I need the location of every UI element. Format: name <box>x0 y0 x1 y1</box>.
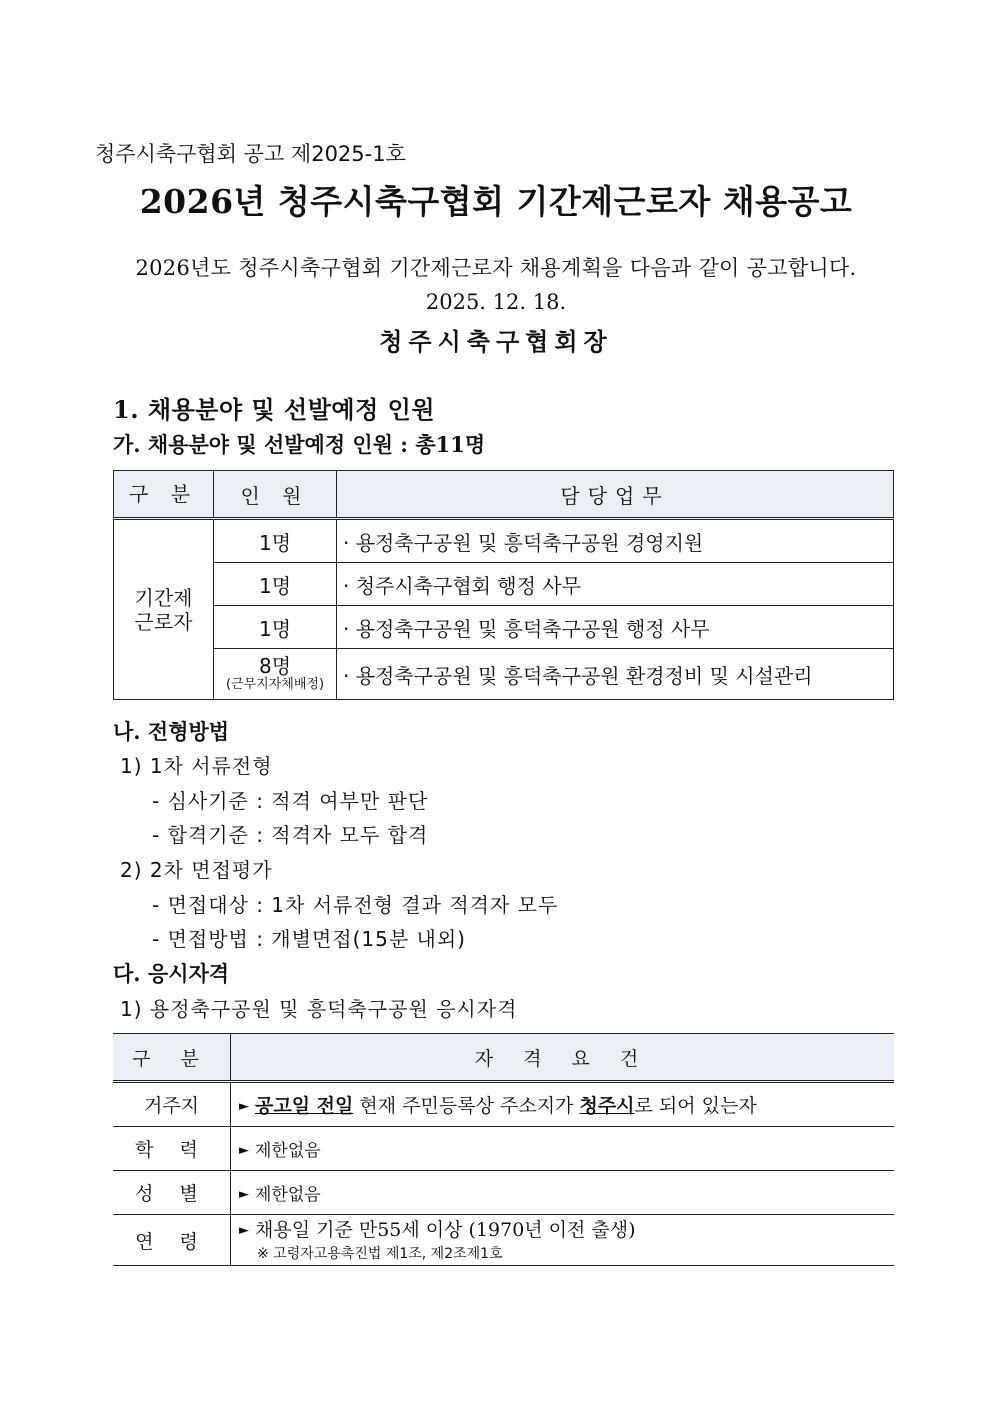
step-1-criteria: - 심사기준 : 적격 여부만 판단 <box>152 789 429 813</box>
duty-cell: · 용정축구공원 및 흥덕축구공원 행정 사무 <box>337 606 894 649</box>
table-row <box>113 1127 894 1171</box>
text-segment: 현재 주민등록상 주소지가 <box>353 1095 580 1117</box>
table-row <box>114 519 894 563</box>
count-cell: 1명 <box>214 563 337 606</box>
subheading-selection-method: 나. 전형방법 <box>113 719 230 744</box>
count-value: 8명 <box>258 654 292 678</box>
category-cell: 기간제 근로자 <box>114 519 214 700</box>
count-note: (근무지자체배정) <box>225 677 325 692</box>
count-cell <box>214 649 337 700</box>
header-duty: 담당업무 <box>337 471 894 519</box>
text-segment: 제한없음 <box>255 1185 321 1205</box>
intro-text: 2026년도 청주시축구협회 기간제근로자 채용계획을 다음과 같이 공고합니다. <box>135 256 857 280</box>
triangle-bullet-icon: ► <box>239 1099 249 1114</box>
label-gender: 성 별 <box>113 1171 231 1215</box>
label-age: 연 령 <box>113 1215 231 1266</box>
count-cell: 1명 <box>214 606 337 649</box>
duty-cell: · 용정축구공원 및 흥덕축구공원 경영지원 <box>337 519 894 563</box>
header-category: 구 분 <box>113 1034 231 1082</box>
text-segment: 채용일 기준 만55세 이상 (1970년 이전 출생) <box>255 1218 636 1241</box>
table-row <box>114 649 894 700</box>
table-row <box>114 563 894 606</box>
document-title: 2026년 청주시축구협회 기간제근로자 채용공고 <box>139 182 853 221</box>
age-law-note: ※ 고령자고용촉진법 제1조, 제2조제1호 <box>257 1245 503 1262</box>
emphasis-city: 청주시 <box>579 1095 635 1117</box>
step-2-method: - 면접방법 : 개별면접(15분 내외) <box>152 927 466 951</box>
header-requirements: 자 격 요 건 <box>231 1034 895 1082</box>
header-category: 구 분 <box>114 471 214 519</box>
table-header-row <box>113 1034 894 1082</box>
subheading-recruitment-count: 가. 채용분야 및 선발예정 인원 : 총11명 <box>113 432 486 457</box>
table-row <box>113 1082 894 1127</box>
notice-date: 2025. 12. 18. <box>425 290 567 314</box>
text-segment: 제한없음 <box>255 1141 321 1161</box>
value-residence <box>231 1082 895 1127</box>
duty-cell: · 청주시축구협회 행정 사무 <box>337 563 894 606</box>
section-heading-recruitment: 1. 채용분야 및 선발예정 인원 <box>113 395 435 424</box>
step-2-target: - 면접대상 : 1차 서류전형 결과 적격자 모두 <box>152 893 559 917</box>
triangle-bullet-icon: ► <box>239 1143 249 1158</box>
step-1: 1) 1차 서류전형 <box>120 754 273 778</box>
value-gender <box>231 1171 895 1215</box>
issuer-name: 청주시축구협회장 <box>379 328 613 356</box>
subheading-eligibility: 다. 응시자격 <box>113 961 230 986</box>
step-2: 2) 2차 면접평가 <box>120 858 273 882</box>
step-1-pass: - 합격기준 : 적격자 모두 합격 <box>152 823 429 847</box>
triangle-bullet-icon: ► <box>239 1222 249 1238</box>
label-education: 학 력 <box>113 1127 231 1171</box>
recruitment-table <box>113 470 894 700</box>
age-requirement <box>239 1218 894 1245</box>
label-residence: 거주지 <box>113 1082 231 1127</box>
table-row <box>114 606 894 649</box>
text-segment: 로 되어 있는자 <box>634 1095 757 1117</box>
table-header-row <box>114 471 894 519</box>
eligibility-intro: 1) 용정축구공원 및 흥덕축구공원 응시자격 <box>120 997 518 1021</box>
duty-cell: · 용정축구공원 및 흥덕축구공원 환경정비 및 시설관리 <box>337 649 894 700</box>
header-count: 인 원 <box>214 471 337 519</box>
triangle-bullet-icon: ► <box>239 1187 249 1202</box>
notice-number: 청주시축구협회 공고 제2025-1호 <box>95 142 406 166</box>
emphasis-date: 공고일 전일 <box>255 1095 354 1117</box>
table-row <box>113 1171 894 1215</box>
count-cell: 1명 <box>214 519 337 563</box>
value-education <box>231 1127 895 1171</box>
eligibility-table <box>113 1033 894 1266</box>
value-age <box>231 1215 895 1266</box>
table-row <box>113 1215 894 1266</box>
